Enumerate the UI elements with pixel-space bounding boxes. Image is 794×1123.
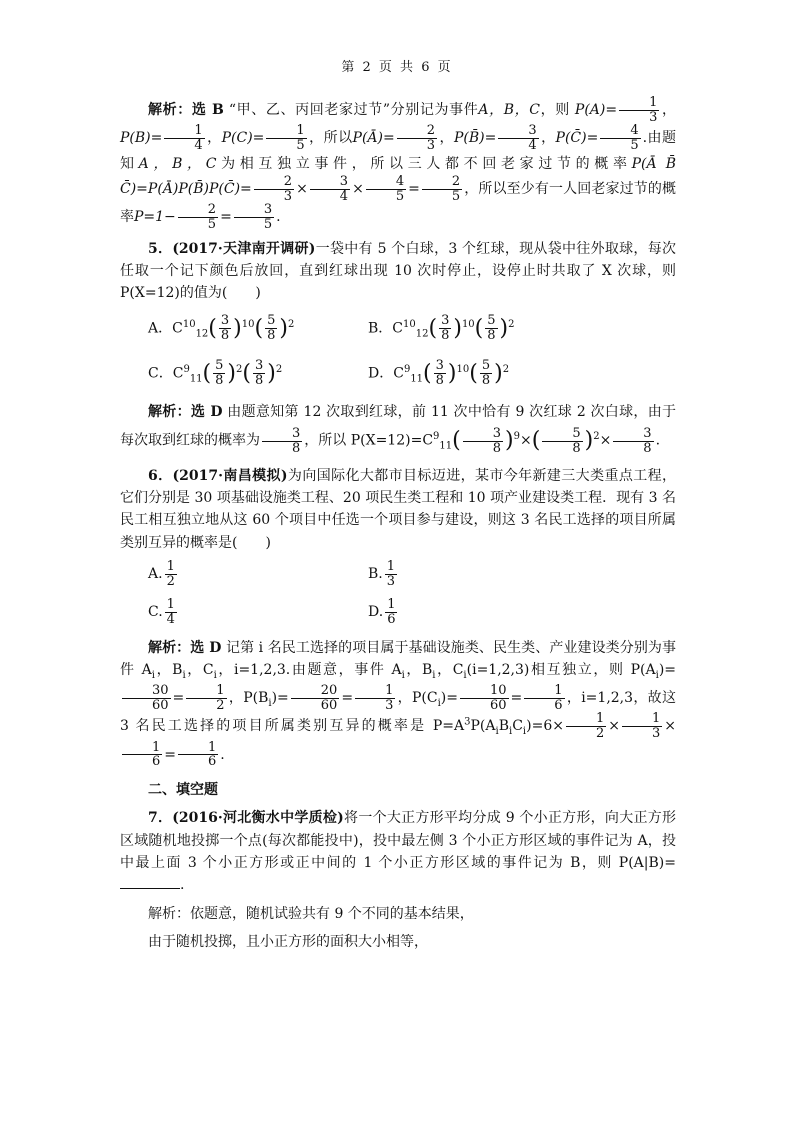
num: 2 — [422, 175, 462, 190]
num: 1 — [164, 124, 204, 139]
den: 8 — [481, 372, 491, 388]
q6-options-row-2 — [148, 598, 676, 626]
num: 3 — [310, 175, 350, 190]
label: B．C — [368, 320, 403, 337]
question-6 — [120, 465, 676, 555]
question-number: 5．(2017·天津南开调研) — [148, 240, 316, 257]
label: D. — [368, 604, 384, 621]
fraction — [397, 124, 437, 152]
num: 3 — [220, 313, 230, 329]
text: “甲、乙、丙回老家过节”分别记为事件 — [228, 102, 479, 119]
text: ，i=1,2,3.由题意，事件 A — [216, 662, 402, 679]
options-row-1 — [148, 311, 676, 346]
den: 4 — [528, 137, 537, 153]
solution-6: 解析：选 D 记第 i 名民工选择的项目属于基础设施类、民生类、产业建设类分别为事件 $A_i$，$B_i$，$C_i$，i=1,2,3.由题意，事件 $A_i$，$B_i$，$C_i(i=1,2,3)$相互独立，则 $P(A_i)=$ $\frac{30}{60}$ = $\frac{1}{2}$ ，$P(B_i)=$ $\frac{20}{60}$ = $\frac{1}{3}$ ，$P(C_i)=$ $\frac{10}{60}$ = $\frac{1}{6}$ ，i=1,2,3，故这 3 名民工选择的项目所属类别互异的概率是 $P=A^3P(A_iB_iC_i)=6\times$ $\frac{1}{2}$ × $\frac{1}{3}$ × $\frac{1}{6}$ = $\frac{1}{6}$ . — [120, 639, 677, 770]
question-number: 7．(2016·河北衡水中学质检) — [148, 810, 344, 827]
option-b: B．$C^{10}_{12}$( $\frac{3}{8}$ )$^{10}$( $\frac{5}{8}$ )$^2$ — [368, 313, 515, 343]
fraction — [485, 314, 497, 342]
num: 5 — [267, 313, 276, 329]
num: 3 — [254, 358, 264, 374]
sub: 12 — [195, 328, 209, 340]
num: 1 — [386, 559, 396, 575]
den: 8 — [643, 440, 652, 456]
den: 6 — [208, 754, 217, 770]
den: 4 — [194, 137, 203, 153]
den: 2 — [216, 697, 225, 713]
den: 60 — [152, 697, 169, 713]
text: ，i=1,2,3，故这 3 名民工选择的项目所属类别互异的概率是 P= — [120, 690, 676, 735]
den: 4 — [166, 612, 175, 628]
num: 5 — [481, 358, 491, 374]
den: 5 — [207, 216, 217, 232]
den: 8 — [220, 327, 230, 343]
fraction — [186, 684, 226, 712]
text: P(C)= — [221, 130, 265, 147]
den: 8 — [435, 372, 444, 388]
num: 1 — [186, 684, 226, 699]
den: 8 — [441, 327, 450, 343]
num: 2 — [397, 124, 437, 139]
fraction — [219, 314, 231, 342]
label: D．C — [368, 365, 404, 382]
den: 3 — [386, 573, 396, 589]
sup: 9 — [183, 363, 190, 375]
sub: 11 — [189, 373, 203, 385]
den: 60 — [490, 697, 507, 713]
fraction — [460, 684, 509, 712]
num: 3 — [498, 124, 538, 139]
den: 5 — [395, 188, 405, 204]
fraction — [422, 175, 462, 203]
label: B. — [368, 566, 383, 583]
sup: 10 — [403, 318, 416, 330]
solution-lead: 解析：选 D — [148, 404, 223, 421]
question-5 — [120, 238, 676, 305]
den: 5 — [296, 137, 305, 153]
num: 1 — [387, 597, 396, 613]
fraction — [566, 712, 606, 740]
fraction — [439, 314, 451, 342]
num: 1 — [166, 559, 175, 575]
den: 8 — [292, 440, 301, 456]
den: 8 — [267, 327, 276, 343]
fraction — [385, 560, 397, 588]
fraction — [613, 427, 653, 455]
fraction — [234, 203, 274, 231]
fraction — [622, 712, 662, 740]
text: P(A — [470, 718, 496, 735]
den: 5 — [263, 216, 273, 232]
num: 1 — [566, 712, 606, 727]
den: 4 — [339, 188, 349, 204]
option-c — [148, 598, 368, 626]
option-b — [368, 560, 588, 588]
fraction — [265, 314, 277, 342]
den: 3 — [651, 725, 661, 741]
num: 1 — [266, 124, 306, 139]
fraction — [480, 359, 492, 387]
num: 5 — [487, 313, 496, 329]
den: 3 — [385, 697, 394, 713]
option-a: A．$C^{10}_{12}$( $\frac{3}{8}$ )$^{10}$( $\frac{5}{8}$ )$^2$ — [148, 313, 295, 343]
den: 6 — [387, 612, 396, 628]
num: 20 — [291, 684, 340, 699]
fraction — [122, 684, 171, 712]
label: A．C — [148, 320, 183, 337]
text: 记第 i 名民工选择的项目属于基础设施类、民生类、产业建设类分别为事件 A — [120, 639, 677, 679]
den: 8 — [215, 372, 224, 388]
num: 1 — [355, 684, 395, 699]
den: 8 — [492, 440, 502, 456]
fraction — [355, 684, 395, 712]
fraction — [524, 684, 564, 712]
text: P(B̄)= — [453, 130, 497, 147]
text: P=1− — [134, 209, 176, 226]
sup: 10 — [182, 318, 196, 330]
fraction — [164, 124, 204, 152]
den: 60 — [320, 697, 338, 713]
text: A，B，C — [138, 155, 217, 172]
num: 1 — [178, 741, 218, 756]
option-d — [368, 598, 588, 626]
sub: 12 — [415, 328, 429, 340]
den: 3 — [426, 137, 436, 153]
num: 3 — [262, 427, 302, 442]
num: 1 — [622, 712, 662, 727]
fraction — [291, 684, 340, 712]
fraction — [385, 598, 397, 626]
q6-options-row-1 — [148, 560, 676, 588]
den: 3 — [283, 188, 293, 204]
num: 4 — [600, 124, 640, 139]
text: ，所以至少有一人回老家过节的概率 — [120, 181, 676, 226]
option-d: D．$C^9_{11}$( $\frac{3}{8}$ )$^{10}$( $\frac{5}{8}$ )$^2$ — [368, 358, 510, 388]
text: P(B)= — [120, 130, 163, 147]
fraction — [266, 124, 306, 152]
question-text: 一袋中有 5 个白球，3 个红球，现从袋中往外取球，每次任取一个记下颜色后放回，直到红球出现 10 次时停止，设停止时共取了 X 次球，则 P(X=12)的值为( ) — [120, 240, 676, 302]
fraction — [253, 359, 265, 387]
sup: 9 — [403, 363, 411, 375]
option-c: C．$C^9_{11}$( $\frac{5}{8}$ )$^2$( $\frac{3}{8}$ )$^2$ — [148, 358, 283, 388]
text: P(C̄)= — [555, 130, 599, 147]
question-7: 7．(2016·河北衡水中学质检)将一个大正方形平均分成 9 个小正方形，向大正方形区域随机地投掷一个点(每次都能投中)，投中最左侧 3 个小正方形区域的事件记为 A，投中最上面 3 个小正方形或正中间的 1 个小正方形区域的事件记为 B，则 P(A|B)=. — [120, 810, 677, 894]
num: 2 — [178, 203, 218, 218]
den: 6 — [152, 754, 161, 770]
den: 8 — [487, 327, 496, 343]
num: 3 — [441, 313, 450, 329]
fraction — [463, 427, 503, 455]
question-number: 6．(2017·南昌模拟) — [148, 467, 288, 484]
fraction — [366, 175, 406, 203]
fraction — [498, 124, 538, 152]
solution-7-line-2: 由于随机投掷，且小正方形的面积大小相等， — [148, 934, 428, 951]
fraction — [434, 359, 446, 387]
text: 为相互独立事件，所以三人都不回老家过节的概率 — [216, 155, 632, 172]
den: 2 — [595, 725, 605, 741]
option-a — [148, 560, 368, 588]
question-text: 为向国际化大都市目标迈进，某市今年新建三大类重点工程，它们分别是 30 项基础设施类工程、20 项民生类工程和 10 项产业建设类工程．现有 3 名民工相互独立地从这 60 个项目中任选一个项目参与建设，则这 3 名民工选择的项目所属类别互异的概率是( ) — [120, 467, 677, 551]
page-header: 第 2 页 共 6 页 — [341, 60, 453, 75]
text: P(Ā B̄ C̄)=P(Ā)P(B̄)P(C̄)= — [120, 155, 677, 198]
text: 由题知 — [120, 130, 677, 172]
solution-4: 解析：选 B “甲、乙、丙回老家过节”分别记为事件A，B，C，则 P(A)= $\frac{1}{3}$ ，P(B)= $\frac{1}{4}$ ，P(C)= $\frac{1}{5}$ ，所以P(Ā)= $\frac{2}{3}$ ，P(B̄)= $\frac{3}{4}$ ，P(C̄)= $\frac{4}{5}$ .由题知A，B，C为相互独立事件，所以三人都不回老家过节的概率P(Ā B̄ C̄)=P(Ā)P(B̄)P(C̄)= $\frac{2}{3}$ × $\frac{3}{4}$ × $\frac{4}{5}$ = $\frac{2}{5}$ ，所以至少有一人回老家过节的概率P=1− $\frac{2}{5}$ = $\frac{3}{5}$ . — [120, 95, 677, 232]
label: A. — [148, 566, 163, 583]
num: 2 — [254, 175, 294, 190]
den: 8 — [254, 372, 264, 388]
options-row-2 — [148, 356, 676, 391]
solution-lead: 解析：选 D — [148, 639, 222, 656]
text: ，则 — [539, 102, 575, 119]
fraction — [310, 175, 350, 203]
fraction — [600, 124, 640, 152]
num: 5 — [542, 427, 582, 442]
fraction — [165, 598, 177, 626]
num: 5 — [215, 358, 224, 374]
num: 3 — [234, 203, 274, 218]
solution-7-line-1: 解析：依题意，随机试验共有 9 个不同的基本结果， — [148, 905, 474, 922]
text: 由题意知第 12 次取到红球，前 11 次中恰有 9 次红球 2 次白球，由于每次取到红球的概率为 — [120, 404, 677, 450]
section-heading: 二、填空题 — [148, 781, 218, 798]
text: ，所以 P(X=12)=C — [304, 433, 434, 450]
num: 3 — [463, 427, 503, 442]
fraction — [122, 741, 162, 769]
num: 1 — [619, 96, 659, 111]
solution-5: 解析：选 D 由题意知第 12 次取到红球，前 11 次中恰有 9 次红球 2 次白球，由于每次取到红球的概率为 $\frac{3}{8}$ ，所以 $P(X=12)=C^9_{11}$( $\frac{3}{8}$ )$^9$×( $\frac{5}{8}$ )$^2$× $\frac{3}{8}$ . — [120, 404, 677, 456]
den: 3 — [649, 109, 658, 125]
fraction — [165, 560, 177, 588]
fraction — [178, 741, 218, 769]
num: 10 — [460, 684, 509, 699]
num: 1 — [122, 741, 162, 756]
num: 3 — [613, 427, 653, 442]
text: (i=1,2,3)相互独立，则 P(A — [466, 662, 656, 679]
fraction — [254, 175, 294, 203]
label: C．C — [148, 365, 184, 382]
den: 8 — [572, 440, 581, 456]
num: 3 — [435, 358, 444, 374]
text: P(A)= — [574, 102, 618, 119]
answer-blank[interactable] — [120, 874, 180, 889]
fraction — [213, 359, 225, 387]
num: 1 — [524, 684, 564, 699]
question-text: 将一个大正方形平均分成 9 个小正方形，向大正方形区域随机地投掷一个点(每次都能投中)，投中最左侧 3 个小正方形区域的事件记为 A，投中最上面 3 个小正方形或正中间的 1 个小正方形区域的事件记为 B，则 P(A|B)= — [120, 810, 677, 871]
solution-lead: 解析：选 B — [148, 102, 224, 119]
num: 30 — [122, 684, 171, 699]
fraction — [262, 427, 302, 455]
document-body — [120, 96, 676, 960]
text: A，B，C — [478, 102, 540, 119]
text: P(Ā)= — [352, 130, 395, 147]
fraction — [619, 96, 659, 124]
den: 5 — [630, 137, 639, 153]
num: 1 — [166, 597, 175, 613]
den: 5 — [451, 188, 461, 204]
label: C. — [148, 604, 163, 621]
den: 6 — [554, 697, 563, 713]
fraction — [542, 427, 582, 455]
sub: 11 — [410, 373, 424, 385]
num: 4 — [366, 175, 406, 190]
den: 2 — [166, 573, 175, 589]
fraction — [178, 203, 218, 231]
